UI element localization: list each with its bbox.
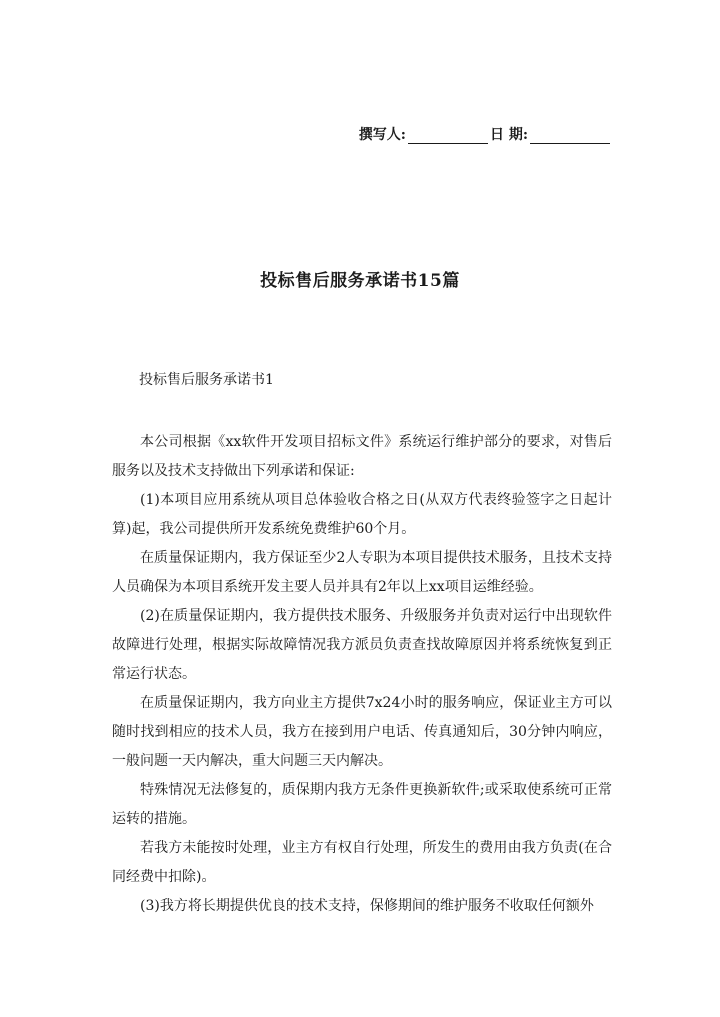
- paragraph: 若我方未能按时处理，业主方有权自行处理，所发生的费用由我方负责(在合同经费中扣除)。: [112, 840, 612, 885]
- paragraph: 本公司根据《xx软件开发项目招标文件》系统运行维护部分的要求，对售后服务以及技术支持做出下列承诺和保证:: [112, 434, 612, 479]
- author-date-line: [359, 124, 612, 144]
- paragraph: (3)我方将长期提供优良的技术支持，保修期间的维护服务不收取任何额外: [140, 898, 594, 914]
- paragraph: 在质量保证期内，我方保证至少2人专职为本项目提供技术服务，且技术支持人员确保为本项目系统开发主要人员并具有2年以上xx项目运维经验。: [112, 550, 612, 595]
- author-blank: [408, 129, 488, 144]
- body-text: [112, 428, 612, 921]
- paragraph: (1)本项目应用系统从项目总体验收合格之日(从双方代表终验签字之日起计算)起，我公司提供所开发系统免费维护60个月。: [112, 492, 612, 537]
- date-label: 日 期:: [489, 127, 528, 143]
- paragraph: 在质量保证期内，我方向业主方提供7x24小时的服务响应，保证业主方可以随时找到相应的技术人员，我方在接到用户电话、传真通知后，30分钟内响应，一般问题一天内解决，重大问题三天内解决。: [112, 695, 612, 769]
- paragraph: (2)在质量保证期内，我方提供技术服务、升级服务并负责对运行中出现软件故障进行处理，根据实际故障情况我方派员负责查找故障原因并将系统恢复到正常运行状态。: [112, 608, 612, 682]
- section-subtitle: 投标售后服务承诺书1: [139, 372, 274, 388]
- paragraph: 特殊情况无法修复的，质保期内我方无条件更换新软件;或采取使系统可正常运转的措施。: [112, 782, 612, 827]
- document-title: 投标售后服务承诺书15篇: [260, 271, 460, 291]
- author-label: 撰写人:: [358, 127, 406, 143]
- date-blank: [530, 129, 610, 144]
